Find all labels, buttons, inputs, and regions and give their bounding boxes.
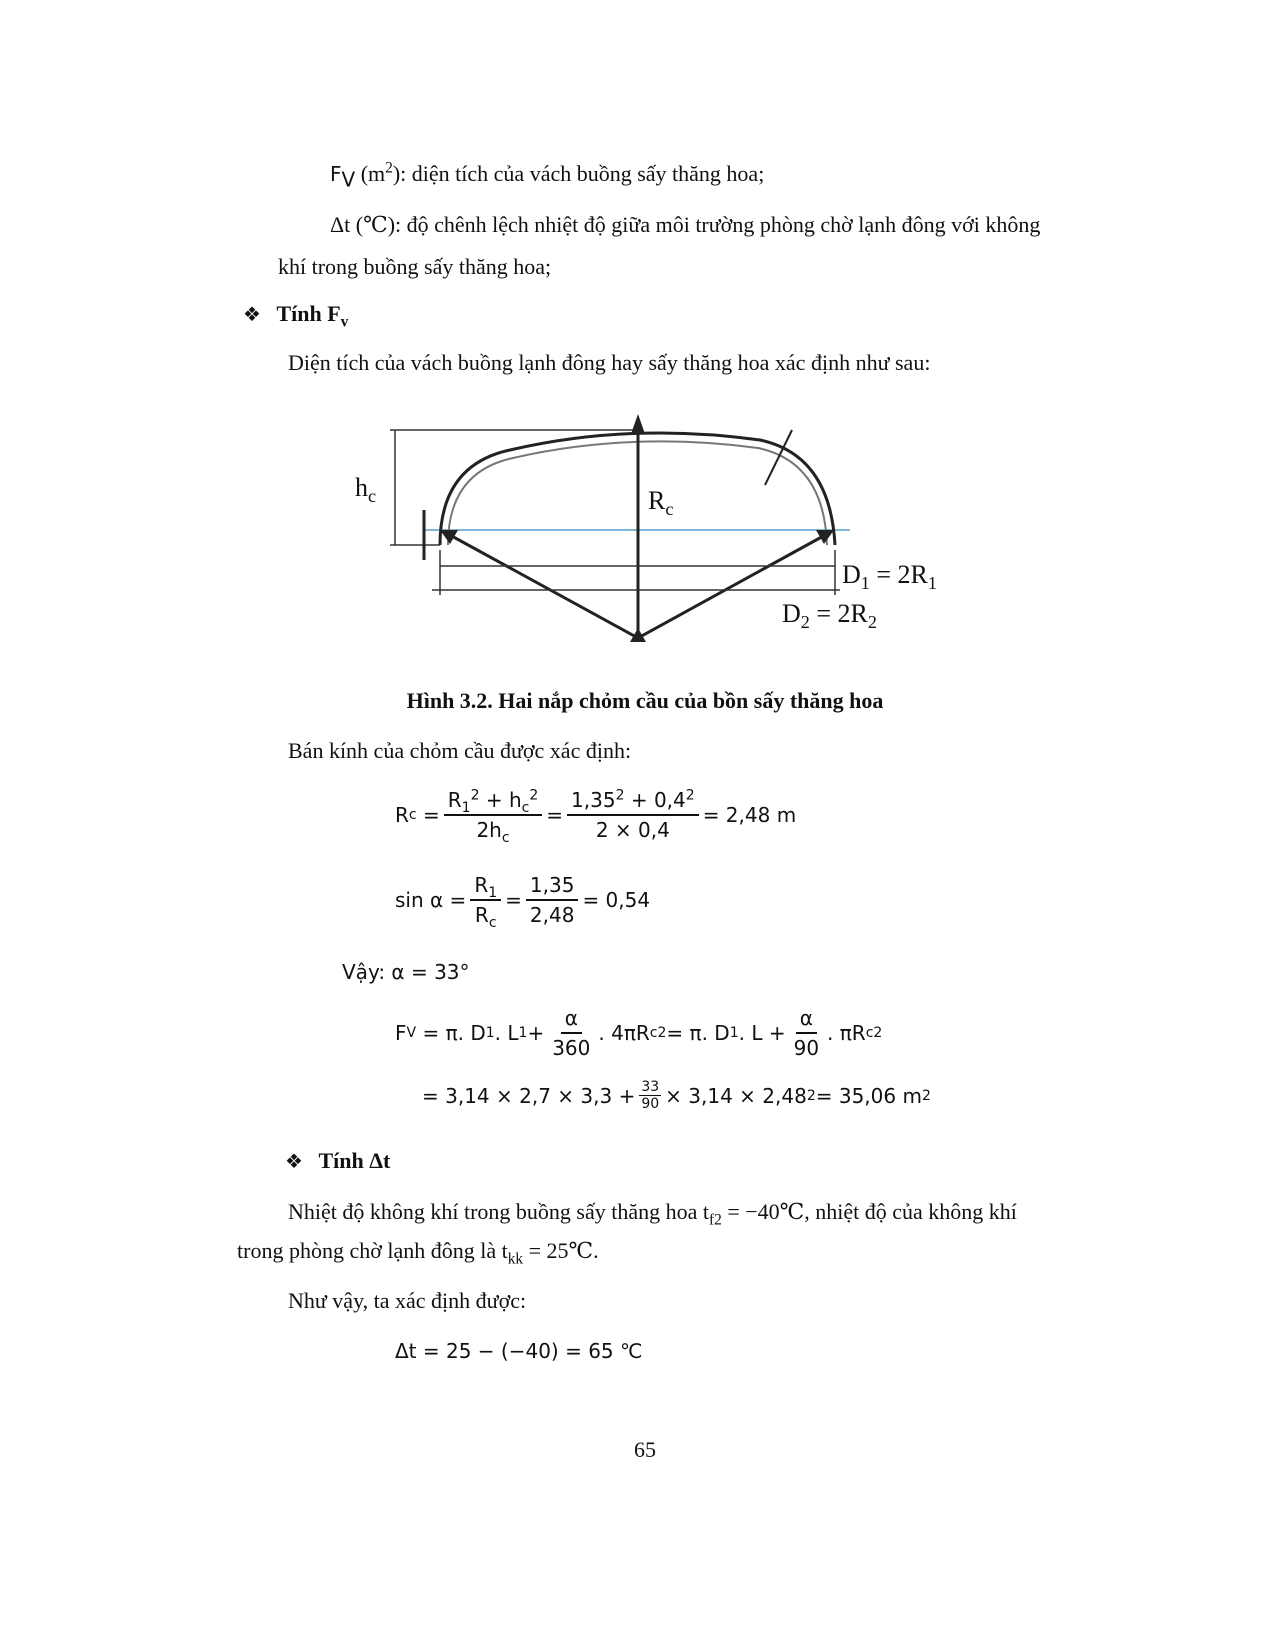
definition-fv: $F_V$ $(m^2)$: diện tích của vách buồng sấy thăng hoa; — [330, 159, 765, 192]
radius-intro: Bán kính của chỏm cầu được xác định: — [288, 738, 632, 763]
diamond-bullet-icon: ❖ — [285, 1149, 303, 1173]
spherical-cap-figure — [340, 400, 980, 660]
rc-arrowhead — [631, 414, 645, 434]
heading-fv: ❖ Tính $F_v$ — [243, 301, 349, 331]
radius-left — [448, 534, 638, 638]
equation-fv-result: = 3,14 × 2,7 × 3,3 + $\frac{33}{90}$ × 3,14 × 2,48 2 = 35,06 m 2 — [422, 1079, 931, 1112]
label-hc: $h_c$ — [355, 473, 377, 507]
equation-alpha: Vậy: α = 33° — [342, 960, 470, 984]
heading-dt: ❖ Tính Δt — [285, 1148, 391, 1173]
equation-fv: F V = π. D 1 . L 1 + $\frac{\alpha}{360}$ . 4πR c 2 = π. D 1 . L + $\frac{\alpha}{90}$ . πR c 2 — [395, 1006, 883, 1060]
thickness-marker — [765, 430, 792, 485]
equation-sin-alpha: sin α = $\frac{R_1}{R_c}$ = $\frac{1,35}{2,48}$ = 0,54 — [395, 873, 651, 931]
diamond-bullet-icon: ❖ — [243, 302, 261, 326]
paragraph-temp-line1: Nhiệt độ không khí trong buồng sấy thăng hoa $t_{f2}$ = −40℃, nhiệt độ của không khí — [288, 1199, 1017, 1229]
label-rc: $R_c$ — [648, 486, 674, 520]
intro-fv: Diện tích của vách buồng lạnh đông hay sấy thăng hoa xác định như sau: — [288, 350, 931, 375]
equation-dt: Δt = 25 − (−40) = 65 ℃ — [395, 1339, 643, 1363]
label-d1: $D_1 = 2R_1$ — [842, 560, 937, 594]
paragraph-temp-line2: trong phòng chờ lạnh đông là $t_{kk}$ = 25℃. — [237, 1238, 599, 1268]
definition-dt-line2: khí trong buồng sấy thăng hoa; — [278, 254, 552, 279]
figure-caption: Hình 3.2. Hai nắp chỏm cầu của bồn sấy thăng hoa — [406, 688, 884, 713]
label-d2: $D_2 = 2R_2$ — [782, 599, 877, 633]
page-number: 65 — [634, 1437, 656, 1462]
definition-dt-line1: Δt (℃): độ chênh lệch nhiệt độ giữa môi trường phòng chờ lạnh đông với không — [330, 212, 1041, 237]
result-intro: Như vậy, ta xác định được: — [288, 1288, 527, 1313]
equation-rc: R c = $\frac{R_1^2 + h_c^2}{2h_c}$ = $\frac{1,35^2 + 0,4^2}{2 \times 0,4}$ = 2,48 m — [395, 787, 797, 846]
